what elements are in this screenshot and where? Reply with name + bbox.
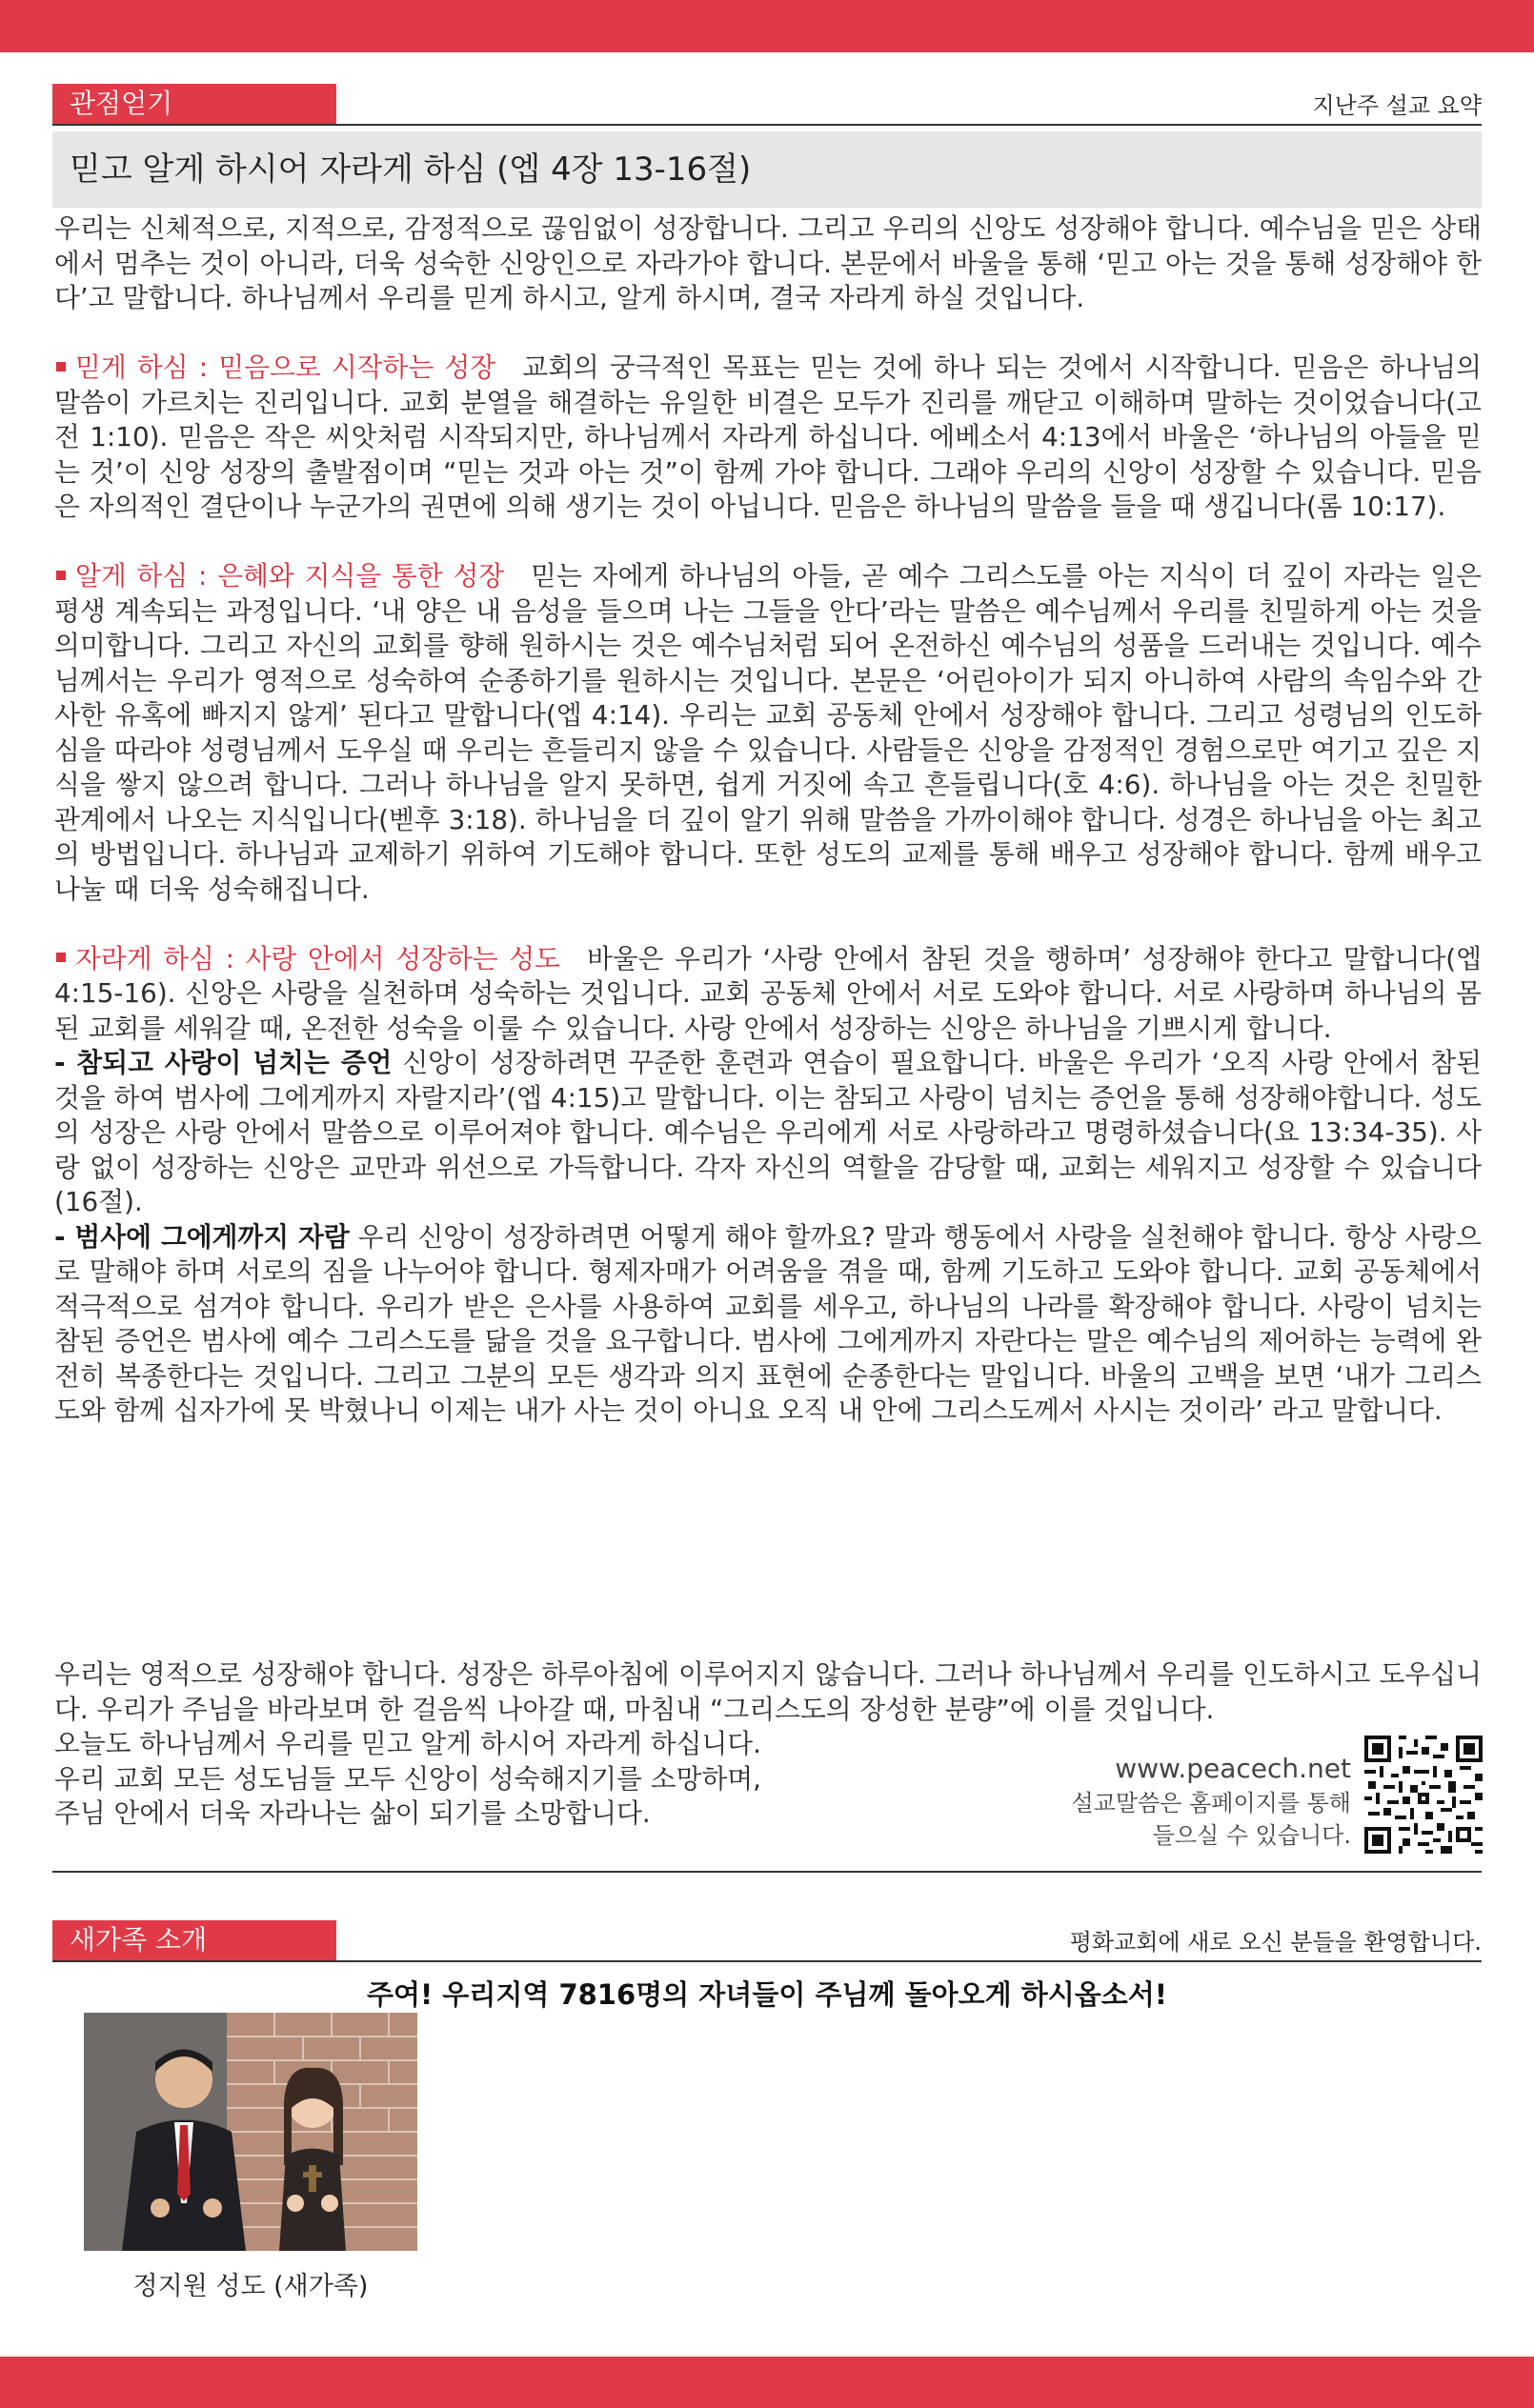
website-info: [1029, 1751, 1351, 1852]
sub2-text: 우리 신앙이 성장하려면 어떻게 해야 할까요? 말과 행동에서 사랑을 실천해야 합니다. 항상 사랑으로 말해야 하며 서로의 짐을 나누어야 합니다. 형제자매가 어려움을 겪을 때, 함께 기도하고 도와야 합니다. 교회 공동체에서 적극적으로 섬겨야 합니다. 우리가 받은 은사를 사용하여 교회를 세우고, 하나님의 나라를 확장해야 합니다. 사랑이 넘치는 참된 증언은 범사에 예수 그리스도를 닮을 것을 요구합니다. 범사에 그에게까지 자란다는 말은 예수님의 제어하는 능력에 완전히 복종한다는 것입니다. 그리고 그분의 모든 생각과 의지 표현에 순종한다는 말입니다. 바울의 고백을 보면 ‘내가 그리스도와 함께 십자가에 못 박혔나니 이제는 내가 사는 것이 아니요 오직 내 안에 그리스도께서 사시는 것이라’ 라고 말합니다.: [54, 1220, 1483, 1426]
point1-paragraph: [54, 351, 1482, 525]
point3-sub1: [54, 1046, 1482, 1220]
bullet-square-icon: [56, 953, 66, 962]
point2-paragraph: [54, 559, 1482, 907]
bottom-accent-bar: [0, 2357, 1534, 2408]
point2-text: 믿는 자에게 하나님의 아들, 곧 예수 그리스도를 아는 지식이 더 깊이 자라는 일은 평생 계속되는 과정입니다. ‘내 양은 내 음성을 들으며 나는 그들을 안다’라는 말씀은 예수님께서 우리를 친밀하게 아는 것을 의미합니다. 그리고 자신의 교회를 향해 원하시는 것은 예수님처럼 되어 온전하신 예수님의 성품을 드러내는 것입니다. 예수님께서는 우리가 영적으로 성숙하여 순종하기를 원하시는 것입니다. 본문은 ‘어린아이가 되지 아니하여 사람의 속임수와 간사한 유혹에 빠지지 않게’ 된다고 말합니다(엡 4:14). 우리는 교회 공동체 안에서 성장해야 합니다. 그리고 성령님의 인도하심을 따라야 성령님께서 도우실 때 우리는 흔들리지 않을 수 있습니다. 사람들은 신앙을 감정적인 경험으로만 여기고 깊은 지식을 쌓지 않으려 합니다. 그러나 하나님을 알지 못하면, 쉽게 거짓에 속고 흔들립니다(호 4:6). 하나님을 아는 것은 친밀한 관계에서 나오는 지식입니다(벧후 3:18). 하나님을 더 깊이 알기 위해 말씀을 가까이해야 합니다. 성경은 하나님을 아는 최고의 방법입니다. 하나님과 교제하기 위하여 기도해야 합니다. 또한 성도의 교제를 통해 배우고 성장해야 합니다. 함께 배우고 나눌 때 더욱 성숙해집니다.: [54, 560, 1482, 905]
section-divider: [52, 1871, 1482, 1873]
section-tag: 관점얻기: [52, 84, 336, 124]
sub2-heading: - 범사에 그에게까지 자람: [54, 1220, 350, 1253]
qr-code-icon[interactable]: [1364, 1736, 1483, 1854]
prayer-line: 주여! 우리지역 7816명의 자녀들이 주님께 돌아오게 하시옵소서!: [366, 1978, 1168, 2011]
newcomer-caption: 정지원 성도 (새가족): [132, 2272, 369, 2301]
bullet-square-icon: [56, 571, 66, 580]
sermon-title: 믿고 알게 하시어 자라게 하심 (엡 4장 13-16절): [52, 131, 1482, 208]
point3-paragraph: [54, 942, 1482, 1047]
website-note1: 설교말씀은 홈페이지를 통해: [1071, 1790, 1351, 1816]
section-header-sermon: [52, 84, 1482, 126]
sub1-text: 신앙이 성장하려면 꾸준한 훈련과 연습이 필요합니다. 바울은 우리가 ‘오직 사랑 안에서 참된 것을 하여 범사에 그에게까지 자랄지라’(엡 4:15)고 말합니다. 이는 참되고 사랑이 넘치는 증언을 통해 성장해야합니다. 성도의 성장은 사랑 안에서 말씀으로 이루어져야 합니다. 예수님은 우리에게 서로 사랑하라고 명령하셨습니다(요 13:34-35). 사랑 없이 성장하는 신앙은 교만과 위선으로 가득합니다. 각자 자신의 역할을 감당할 때, 교회는 세워지고 성장할 수 있습니다(16절).: [54, 1047, 1482, 1217]
website-url[interactable]: www.peacech.net: [1115, 1753, 1351, 1784]
point3-text: 바울은 우리가 ‘사랑 안에서 참된 것을 행하며’ 성장해야 한다고 말합니다(엡 4:15-16). 신앙은 사랑을 실천하며 성숙하는 것입니다. 교회 공동체 안에서 서로 도와야 합니다. 서로 사랑하며 하나님의 몸 된 교회를 세워갈 때, 온전한 성숙을 이룰 수 있습니다. 사랑 안에서 성장하는 신앙은 하나님을 기쁘시게 합니다.: [54, 942, 1482, 1044]
top-accent-bar: [0, 0, 1534, 52]
section-tag: 새가족 소개: [52, 1920, 336, 1960]
closing-line2: 오늘도 하나님께서 우리를 믿고 알게 하시어 자라게 하십니다.: [54, 1728, 761, 1759]
section-header-newcomers: [52, 1920, 1482, 1962]
point1-text: 교회의 궁극적인 목표는 믿는 것에 하나 되는 것에서 시작합니다. 믿음은 하나님의 말씀이 가르치는 진리입니다. 교회 분열을 해결하는 유일한 비결은 모두가 진리를 깨닫고 이해하며 말하는 것이었습니다(고전 1:10). 믿음은 작은 씨앗처럼 시작되지만, 하나님께서 자라게 하십니다. 에베소서 4:13에서 바울은 ‘하나님의 아들을 믿는 것’이 신앙 성장의 출발점이며 “믿는 것과 아는 것”이 함께 가야 합니다. 그래야 우리의 신앙이 성장할 수 있습니다. 믿음은 자의적인 결단이나 누군가의 권면에 의해 생기는 것이 아닙니다. 믿음은 하나님의 말씀을 들을 때 생깁니다(롬 10:17).: [54, 351, 1482, 522]
closing-line1: 우리는 영적으로 성장해야 합니다. 성장은 하루아침에 이루어지지 않습니다. 그러나 하나님께서 우리를 인도하시고 도우십니다. 우리가 주님을 바라보며 한 걸음씩 나아갈 때, 마침내 “그리스도의 장성한 분량”에 이를 것입니다.: [54, 1658, 1482, 1725]
point1-heading: 믿게 하심 : 믿음으로 시작하는 성장: [75, 351, 496, 383]
closing-line4: 주님 안에서 더욱 자라나는 삶이 되기를 소망합니다.: [54, 1797, 651, 1829]
newcomer-photo: [84, 2013, 417, 2251]
website-note2: 들으실 수 있습니다.: [1152, 1822, 1351, 1849]
point3-sub2: [54, 1220, 1482, 1429]
section-subtitle: 평화교회에 새로 오신 분들을 환영합니다.: [1069, 1929, 1482, 1956]
intro-paragraph: 우리는 신체적으로, 지적으로, 감정적으로 끊임없이 성장합니다. 그리고 우리의 신앙도 성장해야 합니다. 예수님을 믿은 상태에서 멈추는 것이 아니라, 더욱 성숙한 신앙인으로 자라가야 합니다. 본문에서 바울을 통해 ‘믿고 아는 것을 통해 성장해야 한다’고 말합니다. 하나님께서 우리를 믿게 하시고, 알게 하시며, 결국 자라게 하실 것입니다.: [54, 212, 1482, 313]
sermon-body: [54, 211, 1482, 1429]
point2-heading: 알게 하심 : 은혜와 지식을 통한 성장: [75, 560, 505, 592]
sub1-heading: - 참되고 사랑이 넘치는 증언: [54, 1047, 393, 1078]
section-subtitle: 지난주 설교 요약: [1312, 92, 1482, 119]
closing-line3: 우리 교회 모든 성도님들 모두 신앙이 성숙해지기를 소망하며,: [54, 1762, 761, 1795]
bullet-square-icon: [56, 362, 66, 371]
point3-heading: 자라게 하심 : 사랑 안에서 성장하는 성도: [75, 942, 560, 974]
